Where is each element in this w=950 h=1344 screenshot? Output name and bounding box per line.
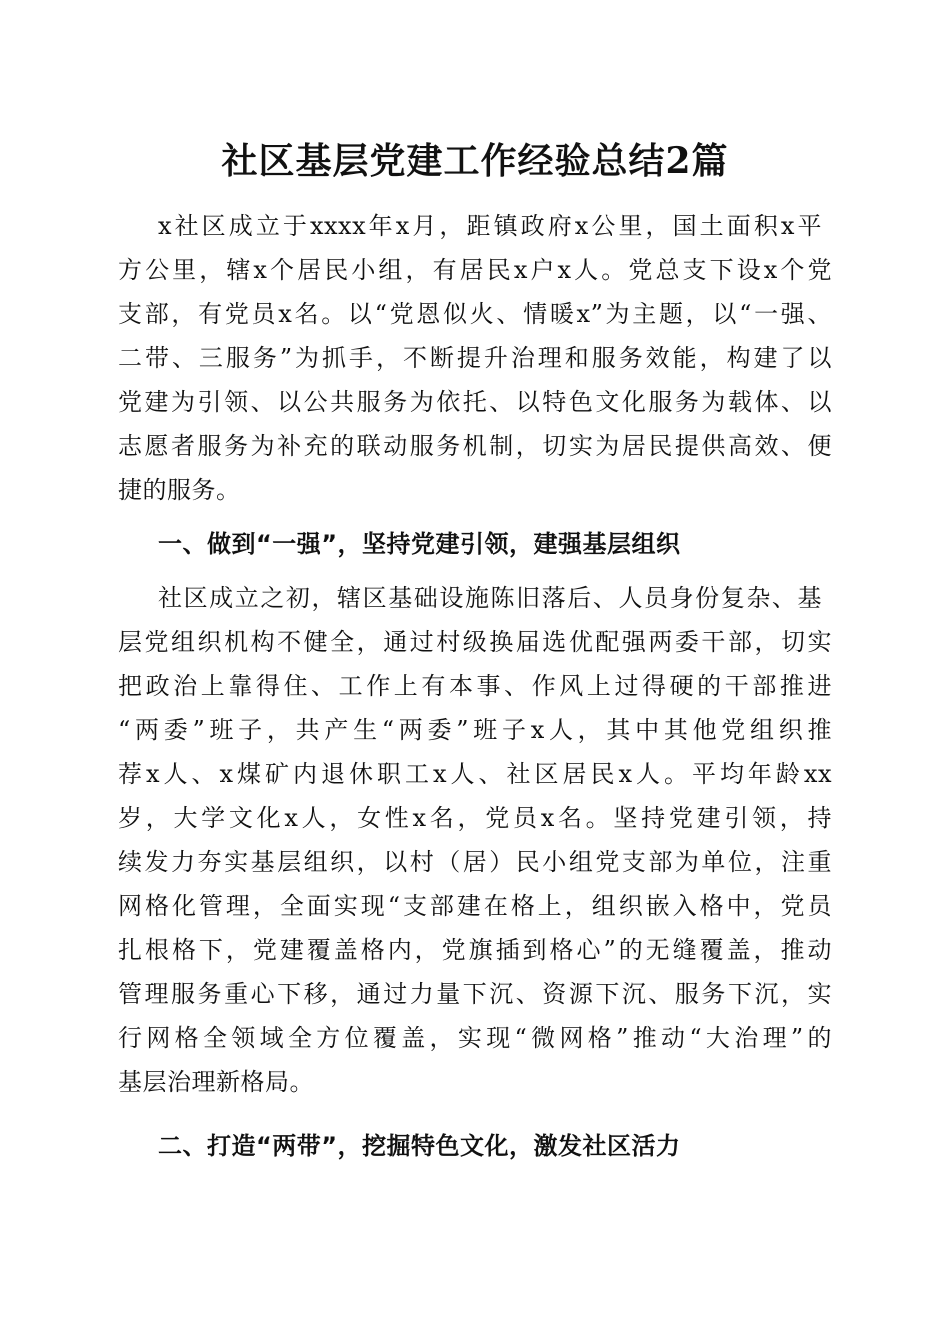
section1-line: 基层治理新格局。 [118, 1068, 314, 1096]
document-title: 社区基层党建工作经验总结2篇 [221, 140, 729, 182]
intro-line: 二带、三服务”为抓手，不断提升治理和服务效能，构建了以 [118, 344, 832, 372]
section1-line: “两委”班子，共产生“两委”班子x人，其中其他党组织推 [118, 716, 832, 744]
section-heading-2: 二、打造“两带”，挖掘特色文化，激发社区活力 [158, 1132, 681, 1160]
intro-line: 支部，有党员x名。以“党恩似火、情暖x”为主题，以“一强、 [118, 300, 832, 328]
intro-line: x社区成立于xxxx年x月，距镇政府x公里，国土面积x平 [158, 212, 822, 240]
section1-line: 管理服务重心下移，通过力量下沉、资源下沉、服务下沉，实 [118, 980, 832, 1008]
section1-line: 扎根格下，党建覆盖格内，党旗插到格心”的无缝覆盖，推动 [118, 936, 832, 964]
section1-line: 行网格全领域全方位覆盖，实现“微网格”推动“大治理”的 [118, 1024, 832, 1052]
intro-line: 志愿者服务为补充的联动服务机制，切实为居民提供高效、便 [118, 432, 832, 460]
section1-line: 网格化管理，全面实现“支部建在格上，组织嵌入格中，党员 [118, 892, 832, 920]
section1-line: 荐x人、x煤矿内退休职工x人、社区居民x人。平均年龄xx [118, 760, 832, 788]
section1-line: 把政治上靠得住、工作上有本事、作风上过得硬的干部推进 [118, 672, 832, 700]
section1-line: 层党组织机构不健全，通过村级换届选优配强两委干部，切实 [118, 628, 832, 656]
section1-line: 社区成立之初，辖区基础设施陈旧落后、人员身份复杂、基 [158, 584, 822, 612]
section1-line: 岁，大学文化x人，女性x名，党员x名。坚持党建引领，持 [118, 804, 832, 832]
intro-line: 捷的服务。 [118, 476, 241, 504]
intro-line: 方公里，辖x个居民小组，有居民x户x人。党总支下设x个党 [118, 256, 832, 284]
section1-line: 续发力夯实基层组织，以村（居）民小组党支部为单位，注重 [118, 848, 832, 876]
section-heading-1: 一、做到“一强”，坚持党建引领，建强基层组织 [158, 530, 681, 558]
intro-line: 党建为引领、以公共服务为依托、以特色文化服务为载体、以 [118, 388, 832, 416]
